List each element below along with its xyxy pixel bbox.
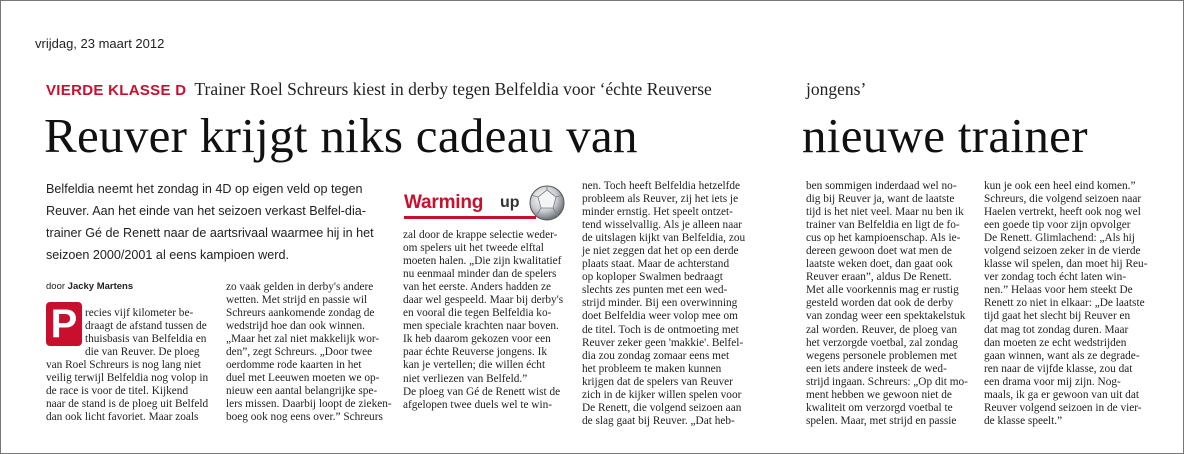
text-line: tijd is het niet veel. Maar nu ben ik <box>806 206 964 219</box>
text-line: die van Reuver. De ploeg <box>85 346 200 359</box>
text-line: wedstrijd hoe dan ook winnen. <box>226 320 365 333</box>
text-line: probleem als Reuver, zij het iets je <box>582 193 739 206</box>
football-icon <box>528 184 566 222</box>
text-line: den”, zegt Schreurs. „Door twee <box>226 346 373 359</box>
text-line: ren naar de vijfde klasse, zou dat <box>984 362 1133 375</box>
subheadline-end: jongens’ <box>806 79 867 99</box>
text-line: de uitslagen kijkt van Belfeldia, zou <box>582 232 746 245</box>
text-line: het verzorgde voetbal, zal zondag <box>806 336 958 349</box>
text-line: nen.” Helaas voor hem steekt De <box>984 284 1133 297</box>
text-line: een drama voor mij zijn. Nog- <box>984 375 1121 388</box>
text-line: dat mag tot zondag duren. Maar <box>984 323 1129 336</box>
text-line: laatste weken doet, dan gaat ook <box>806 258 953 271</box>
text-line: Reuver eraan”, aldus De Renett. <box>806 271 952 284</box>
text-line: Reuver volgend seizoen in de vier- <box>984 401 1142 414</box>
text-line: naar de stand is de ploeg uit Belfeld <box>46 398 209 411</box>
kicker <box>46 79 786 100</box>
intro-paragraph: Belfeldia neemt het zondag in 4D op eigen veld op tegen Reuver. Aan het einde van het seizoen verkast Belfel-dia-trainer Gé de Renett naar de aartsrivaal waarmee hij in het seizoen 2000/2001 al eens kampioen werd. <box>46 182 374 262</box>
text-line: Haelen vertrekt, heeft ook nog wel <box>984 206 1141 219</box>
article-column-2 <box>226 281 392 425</box>
text-line: de slag gaat bij Reuver. „Dat heb- <box>582 414 735 427</box>
text-line: je niet zeggen dat het op een derde <box>582 245 739 258</box>
text-line: nu eenmaal minder dan de spelers <box>403 268 557 281</box>
text-line: maals, ik ga er gewoon van uit dat <box>984 388 1139 401</box>
text-line: kun je ook een heel eind komen.” <box>984 180 1136 192</box>
text-line: strijd ingaan. Schreurs: „Op dit mo- <box>806 375 968 388</box>
text-line: de klasse speelt.” <box>984 414 1063 427</box>
text-line: de race is voor de titel. Kijkend <box>46 385 189 398</box>
text-line: minder ernstig. Het speelt ontzet- <box>582 206 733 219</box>
text-line: kwaliteit om verzorgd voetbal te <box>806 401 953 414</box>
text-line: tijd gaat het slecht bij Reuver en <box>984 310 1131 323</box>
text-line: een goede tip voor zijn opvolger <box>984 219 1131 232</box>
article-column-1-narrow <box>85 307 207 359</box>
headline-part-1: Reuver krijgt niks cadeau van <box>44 108 638 163</box>
text-line: dereen gewoon doet wat men de <box>806 245 952 258</box>
text-line: dig bij Reuver ja, want de laatste <box>806 193 955 206</box>
section-label: VIERDE KLASSE D <box>46 82 187 99</box>
warming-word: Warming <box>404 192 484 213</box>
text-line: kan je vertellen; die willen écht <box>403 359 546 372</box>
text-line: trainer van Belfeldia en ligt de fo- <box>806 219 960 232</box>
text-line: zal door de krappe selectie weder- <box>403 229 558 241</box>
byline-prefix: door <box>46 281 66 292</box>
text-line: moeten halen. „Die zijn kwalitatief <box>403 255 562 268</box>
publication-date: vrijdag, 23 maart 2012 <box>35 36 165 51</box>
text-line: boeg ook nog eens over.” Schreurs <box>226 411 383 424</box>
text-line: de titel. Toch is de ontmoeting met <box>582 323 739 336</box>
text-line: Reuver zeker geen 'makkie'. Belfel- <box>582 336 744 349</box>
text-line: doet Belfeldia weer volop mee om <box>582 310 738 323</box>
text-line: cus op het kampioenschap. Als ie- <box>806 232 961 245</box>
text-line: gaan winnen, want als ze degrade- <box>984 349 1140 362</box>
text-line: wegens personele problemen met <box>806 349 957 362</box>
headline-part-2: nieuwe trainer <box>802 108 1088 163</box>
article-column-3 <box>403 229 563 412</box>
up-word: up <box>500 194 520 211</box>
text-line: wetten. Met strijd en passie wil <box>226 294 368 307</box>
text-line: krijgen dat de spelers van Reuver <box>582 375 733 388</box>
text-line: lers missen. Daarbij loopt de zieken- <box>226 398 392 411</box>
byline <box>46 281 133 292</box>
text-line: klasse wil spelen, dan moet hij Reu- <box>984 258 1148 271</box>
text-line: op koploper Swalmen bedraagt <box>582 271 723 284</box>
text-line: volgend seizoen zeker in de vierde <box>984 245 1141 258</box>
text-line: daar wel gespeeld. Maar bij derby's <box>403 294 564 307</box>
text-line: recies vijf kilometer be- <box>85 307 194 319</box>
text-line: van Roel Schreurs is nog lang niet <box>46 359 201 371</box>
warming-up-logo <box>400 184 580 222</box>
text-line: Schreurs aankomende zondag de <box>226 307 375 320</box>
text-line: zich in de kijker willen spelen voor <box>582 388 742 401</box>
text-line: men speciale krachten naar boven. <box>403 320 559 333</box>
text-line: slechts zes punten met een wed- <box>582 284 728 297</box>
text-line: ment hebben we gewoon niet de <box>806 388 952 401</box>
text-line: paar échte Reuverse jongens. Ik <box>403 346 547 359</box>
article-column-4 <box>582 180 745 428</box>
text-line: nen. Toch heeft Belfeldia hetzelfde <box>582 180 741 192</box>
text-line: oerdomme rode kaarten in het <box>226 359 362 372</box>
text-line: en vooral die tegen Belfeldia ko- <box>403 307 552 320</box>
text-line: veilig terwijl Belfeldia nog volop in <box>46 372 209 385</box>
text-line: nieuw een aantal belangrijke spe- <box>226 385 378 398</box>
article-column-6 <box>984 180 1147 428</box>
text-line: om spelers uit het tweede elftal <box>403 242 544 255</box>
text-line: Schreurs, die volgend seizoen naar <box>984 193 1142 206</box>
text-line: dan moeten ze echt wedstrijden <box>984 336 1127 349</box>
text-line: plaats staat. Maar de achterstand <box>582 258 730 271</box>
text-line: duel met Leeuwen moeten we op- <box>226 372 380 385</box>
drop-cap: P <box>46 302 82 346</box>
byline-author: Jacky Martens <box>67 281 134 292</box>
text-line: spelen. Maar, met strijd en passie <box>806 414 957 427</box>
text-line: dan ook licht favoriet. Maar zoals <box>46 411 199 424</box>
text-line: thuisbasis van Belfeldia en <box>85 333 207 346</box>
text-line: niet verliezen van Belfeld.” <box>403 372 528 385</box>
text-line: De Renett. Glimlachend: „Als hij <box>984 232 1135 245</box>
text-line: van zondag weer een spektakelstuk <box>806 310 966 323</box>
text-line: tend wisselvallig. Als je alleen naar <box>582 219 742 232</box>
text-line: ver zondag toch écht laten win- <box>984 271 1127 284</box>
text-line: „Maar het zal niet makkelijk wor- <box>226 333 380 346</box>
subheadline: Trainer Roel Schreurs kiest in derby tegen Belfeldia voor ‘échte Reuverse <box>194 79 712 99</box>
text-line: draagt de afstand tussen de <box>85 320 207 333</box>
text-line: een iets andere insteek de wed- <box>806 362 947 375</box>
text-line: Renett zo niet in elkaar: „De laatste <box>984 297 1145 310</box>
text-line: strijd minder. Bij een overwinning <box>582 297 738 310</box>
text-line: De Renett, die volgend seizoen aan <box>582 401 742 414</box>
text-line: zal worden. Reuver, de ploeg van <box>806 323 958 336</box>
text-line: De ploeg van Gé de Renett wist de <box>403 385 561 398</box>
warming-underline <box>404 216 536 219</box>
text-line: dia zou zondag zomaar eens met <box>582 349 730 362</box>
text-line: Ik heb daarom gekozen voor een <box>403 333 551 346</box>
article-column-5 <box>806 180 968 428</box>
text-line: gesteld worden dat ook de derby <box>806 297 954 310</box>
text-line: ben sommigen inderdaad wel no- <box>806 180 957 192</box>
text-line: het probleem te maken kunnen <box>582 362 722 375</box>
text-line: afgelopen twee duels wel te win- <box>403 398 552 411</box>
article-column-1 <box>46 359 208 424</box>
text-line: van het eerste. Anders hadden ze <box>403 281 552 294</box>
text-line: Met alle voorkennis mag er rustig <box>806 284 959 297</box>
text-line: zo vaak gelden in derby's andere <box>226 281 374 293</box>
